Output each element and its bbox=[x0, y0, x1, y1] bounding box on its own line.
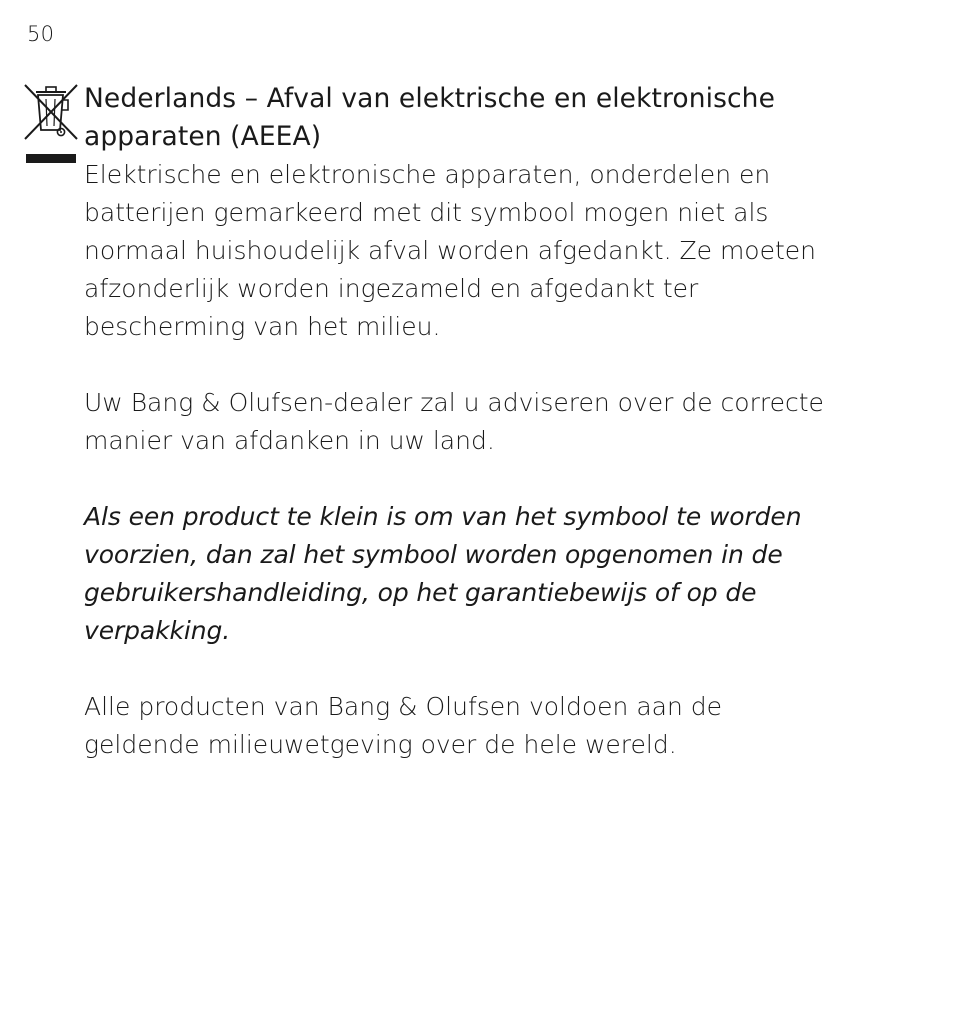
paragraph-disposal-rules bbox=[84, 156, 924, 346]
weee-section bbox=[84, 80, 924, 764]
text-line: manier van afdanken in uw land. bbox=[84, 426, 495, 455]
text-line: bescherming van het milieu. bbox=[84, 312, 441, 341]
text-line: normaal huishoudelijk afval worden afgedankt. Ze moeten bbox=[84, 236, 816, 265]
text-line: geldende milieuwetgeving over de hele wereld. bbox=[84, 730, 677, 759]
page-number: 50 bbox=[27, 22, 55, 46]
text-line: batterijen gemarkeerd met dit symbool mogen niet als bbox=[84, 198, 769, 227]
text-line: afzonderlijk worden ingezameld en afgedankt ter bbox=[84, 274, 699, 303]
text-line: Uw Bang & Olufsen-dealer zal u adviseren over de correcte bbox=[84, 388, 824, 417]
text-line: voorzien, dan zal het symbool worden opgenomen in de bbox=[84, 540, 783, 569]
text-line: gebruikershandleiding, op het garantiebewijs of op de bbox=[84, 578, 757, 607]
paragraph-dealer-advice bbox=[84, 384, 924, 460]
text-line: Alle producten van Bang & Olufsen voldoen aan de bbox=[84, 692, 723, 721]
heading-line: Nederlands – Afval van elektrische en elektronische bbox=[84, 83, 775, 114]
paragraph-compliance bbox=[84, 688, 924, 764]
section-heading bbox=[84, 80, 924, 156]
text-line: verpakking. bbox=[84, 616, 231, 645]
text-line: Als een product te klein is om van het symbool te worden bbox=[84, 502, 802, 531]
text-line: Elektrische en elektronische apparaten, onderdelen en bbox=[84, 160, 771, 189]
crossed-out-wheeled-bin-icon bbox=[22, 82, 80, 164]
paragraph-small-product-note bbox=[84, 498, 924, 650]
heading-line: apparaten (AEEA) bbox=[84, 121, 322, 152]
